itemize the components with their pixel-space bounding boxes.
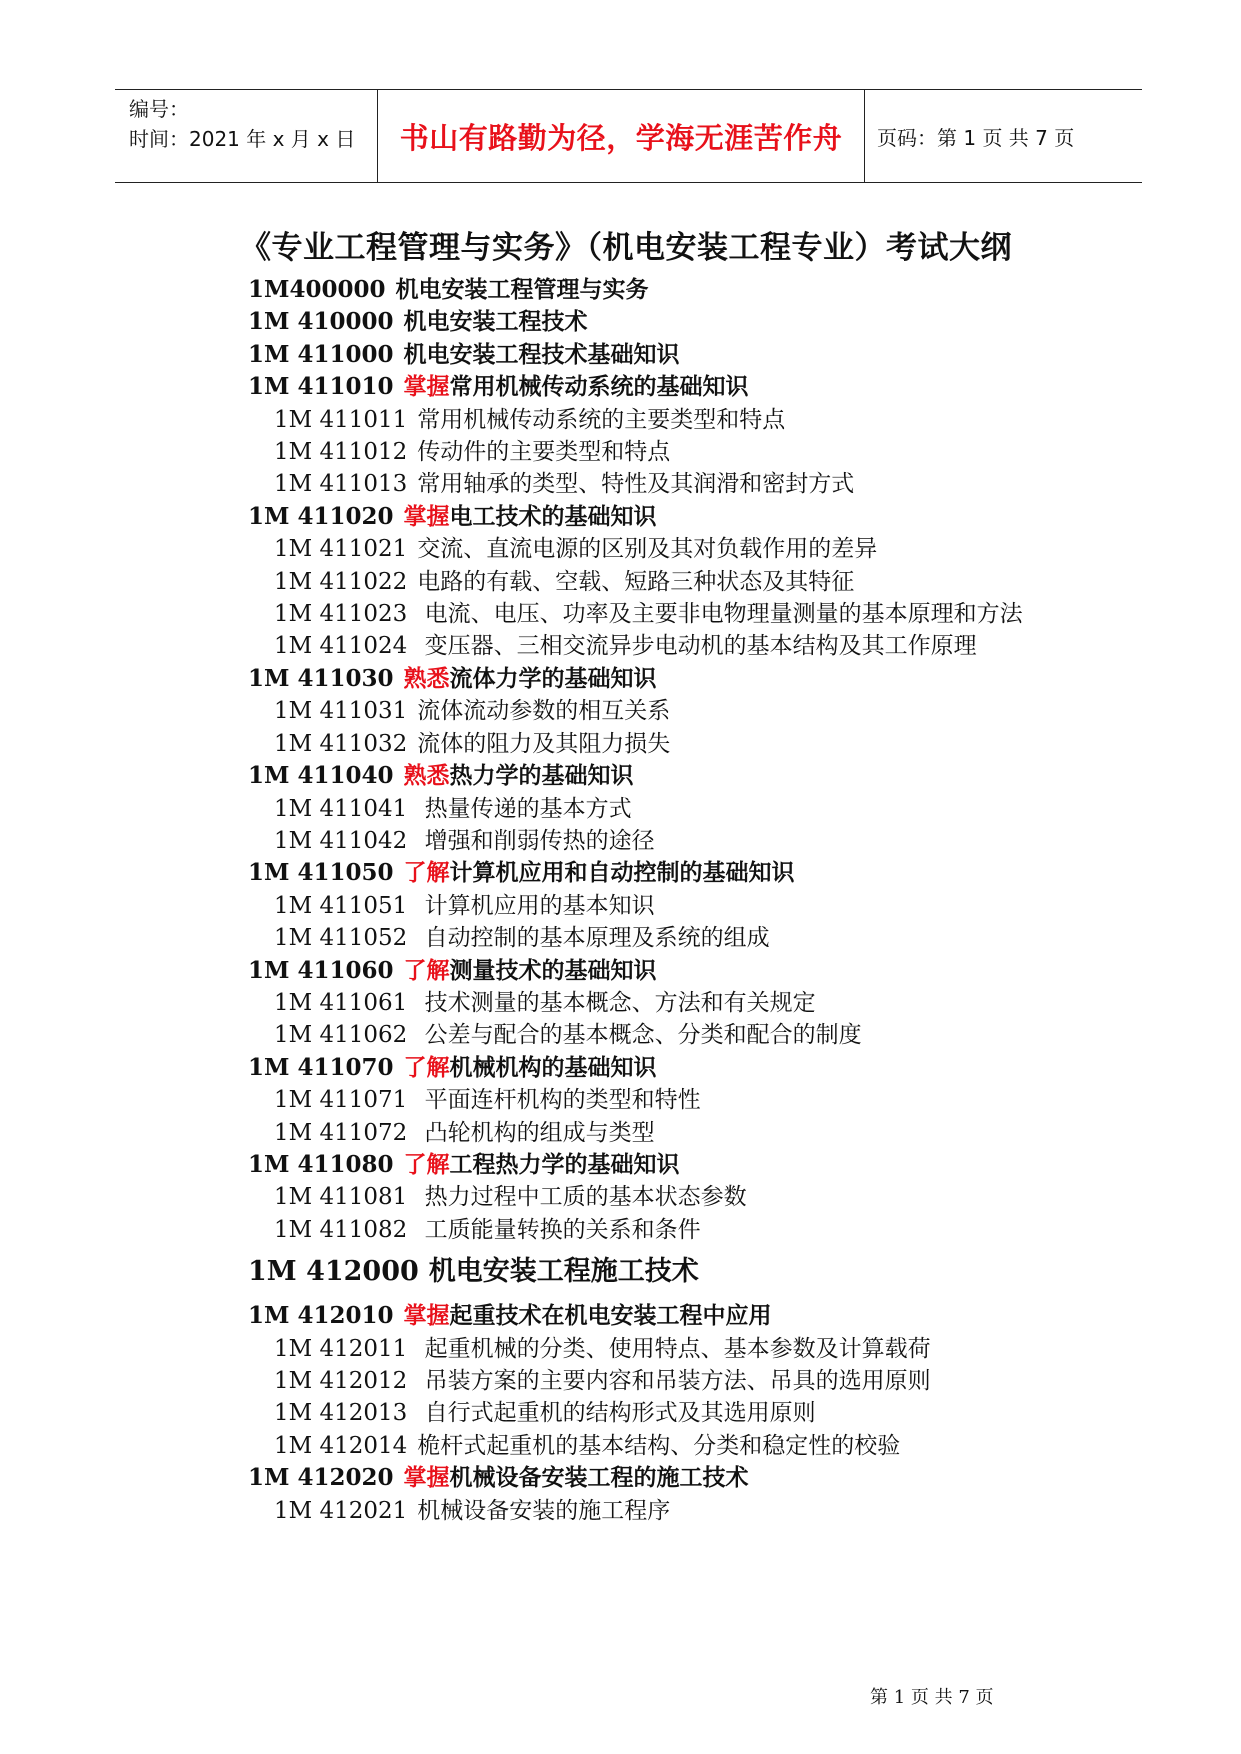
outline-code: 1M 412012 [274,1368,408,1394]
outline-text: 吊装方案的主要内容和吊装方法、吊具的选用原则 [417,1368,931,1394]
outline-text: 机电安装工程技术 [403,308,588,336]
outline-code: 1M 411051 [274,892,408,919]
outline-item [248,598,1028,630]
page-footer: 第 1 页 共 7 页 [870,1687,994,1708]
requirement-level: 了解 [403,1053,450,1081]
outline-text: 电路的有载、空载、短路三种状态及其特征 [417,568,855,595]
outline-code: 1M 412011 [274,1335,408,1362]
outline-item [248,825,1028,857]
outline-item [248,955,1028,987]
outline-text: 机械设备安装工程的施工技术 [449,1464,749,1492]
outline-code: 1M 412020 [248,1464,394,1492]
outline-code: 1M 411024 [274,633,408,660]
outline-item [248,760,1028,792]
outline-item [248,1365,1028,1397]
outline-code: 1M 411080 [248,1150,394,1178]
outline-item [248,1019,1028,1051]
outline-item [248,371,1028,403]
outline-text: 工质能量转换的关系和条件 [417,1216,701,1243]
outline-code: 1M 411013 [274,471,408,498]
header-table [115,89,1142,183]
outline-code: 1M 411062 [274,1022,408,1049]
outline-code: 1M 411012 [274,439,408,466]
outline-text: 流体流动参数的相互关系 [417,698,671,725]
outline-text: 热量传递的基本方式 [417,795,632,822]
outline-code: 1M 411000 [248,340,394,368]
outline-text: 常用机械传动系统的主要类型和特点 [417,406,786,433]
outline-item [248,728,1028,760]
outline-code: 1M 411071 [274,1087,408,1114]
outline-code: 1M 412000 [248,1256,419,1288]
outline-code: 1M 411061 [274,989,408,1016]
outline-text: 计算机应用的基本知识 [417,892,655,919]
outline-text: 机械机构的基础知识 [449,1053,657,1081]
requirement-level: 掌握 [403,502,450,530]
requirement-level: 掌握 [403,1464,450,1492]
outline-text: 平面连杆机构的类型和特性 [417,1087,701,1114]
outline-text: 传动件的主要类型和特点 [417,439,671,466]
requirement-level: 了解 [403,956,450,984]
outline-code: 1M 411070 [248,1053,394,1081]
requirement-level: 熟悉 [403,762,450,790]
outline-code: 1M 411023 [274,601,408,628]
outline-code: 1M 411060 [248,956,394,984]
outline-text: 凸轮机构的组成与类型 [417,1119,655,1146]
outline-text: 技术测量的基本概念、方法和有关规定 [417,989,816,1016]
outline-item [248,1254,1028,1290]
outline-item [248,663,1028,695]
outline-item [248,1214,1028,1246]
outline-text: 公差与配合的基本概念、分类和配合的制度 [417,1022,862,1049]
outline-text: 计算机应用和自动控制的基础知识 [449,859,795,887]
outline-item [248,1052,1028,1084]
outline-text: 机电安装工程技术基础知识 [403,340,680,368]
outline-text: 电流、电压、功率及主要非电物理量测量的基本原理和方法 [417,601,1023,628]
outline-item [248,306,1028,338]
outline-text: 测量技术的基础知识 [449,956,657,984]
outline-text: 自动控制的基本原理及系统的组成 [417,925,770,952]
outline-item [248,1084,1028,1116]
outline-code: 1M 412021 [274,1497,408,1524]
outline-item [248,1149,1028,1181]
header-left-cell [115,90,377,182]
outline-item [248,890,1028,922]
outline-item [248,566,1028,598]
outline-item [248,793,1028,825]
outline-code: 1M 411020 [248,502,394,530]
outline-item [248,468,1028,500]
outline-code: 1M 411050 [248,859,394,887]
outline-code: 1M 411040 [248,762,394,790]
outline-text: 工程热力学的基础知识 [449,1150,680,1178]
outline-code: 1M 411081 [274,1184,408,1211]
outline-item [248,987,1028,1019]
outline-item [248,1333,1028,1365]
page-label: 页码：第 1 页 共 7 页 [877,125,1075,150]
outline-code: 1M 411041 [274,795,408,822]
document-title: 《专业工程管理与实务》（机电安装工程专业）考试大纲 [240,230,1012,266]
outline-text: 机电安装工程施工技术 [428,1256,699,1288]
outline-item [248,1495,1028,1527]
outline-item [248,630,1028,662]
outline-item [248,501,1028,533]
outline-item [248,922,1028,954]
outline-code: 1M 411082 [274,1216,408,1243]
outline-item [248,274,1028,306]
outline-item [248,1430,1028,1462]
outline-code: 1M 411052 [274,925,408,952]
outline-text: 机械设备安装的施工程序 [417,1497,671,1524]
outline-code: 1M 411032 [274,730,408,757]
outline-code: 1M 411072 [274,1119,408,1146]
requirement-level: 掌握 [403,1302,450,1330]
requirement-level: 了解 [403,1150,450,1178]
outline-text: 常用轴承的类型、特性及其润滑和密封方式 [417,471,855,498]
outline-text: 流体力学的基础知识 [449,664,657,692]
outline-text: 交流、直流电源的区别及其对负载作用的差异 [417,536,878,563]
outline-text: 增强和削弱传热的途径 [417,827,655,854]
time-label: 时间：2021 年 x 月 x 日 [129,127,356,151]
outline-text: 起重技术在机电安装工程中应用 [449,1302,772,1330]
outline-item [248,1300,1028,1332]
outline-code: 1M 411011 [274,406,408,433]
outline-code: 1M 411021 [274,536,408,563]
outline-code: 1M 410000 [248,308,394,336]
outline-item [248,1462,1028,1494]
outline-item [248,857,1028,889]
outline-item [248,1181,1028,1213]
outline-code: 1M 411010 [248,373,394,401]
outline-code: 1M 411030 [248,664,394,692]
outline-item [248,339,1028,371]
number-label: 编号： [129,97,189,121]
outline-text: 桅杆式起重机的基本结构、分类和稳定性的校验 [417,1432,901,1459]
outline-code: 1M 412014 [274,1432,408,1459]
outline-item [248,533,1028,565]
outline-code: 1M 412013 [274,1400,408,1427]
outline-text: 热力学的基础知识 [449,762,634,790]
requirement-level: 熟悉 [403,664,450,692]
outline-item [248,1397,1028,1429]
outline-item [248,1117,1028,1149]
outline-text: 起重机械的分类、使用特点、基本参数及计算载荷 [417,1335,931,1362]
outline-item [248,404,1028,436]
outline-item [248,436,1028,468]
outline-code: 1M400000 [248,276,386,303]
outline-text: 机电安装工程管理与实务 [395,276,649,303]
syllabus-outline [248,274,1028,1527]
requirement-level: 掌握 [403,373,450,401]
outline-text: 流体的阻力及其阻力损失 [417,730,671,757]
outline-text: 电工技术的基础知识 [449,502,657,530]
motto: 书山有路勤为径，学海无涯苦作舟 [377,90,865,182]
outline-code: 1M 411042 [274,827,408,854]
outline-code: 1M 411022 [274,568,408,595]
outline-text: 自行式起重机的结构形式及其选用原则 [417,1400,816,1427]
outline-code: 1M 411031 [274,698,408,725]
outline-item [248,695,1028,727]
requirement-level: 了解 [403,859,450,887]
outline-text: 常用机械传动系统的基础知识 [449,373,749,401]
outline-text: 热力过程中工质的基本状态参数 [417,1184,747,1211]
outline-text: 变压器、三相交流异步电动机的基本结构及其工作原理 [417,633,977,660]
outline-code: 1M 412010 [248,1302,394,1330]
